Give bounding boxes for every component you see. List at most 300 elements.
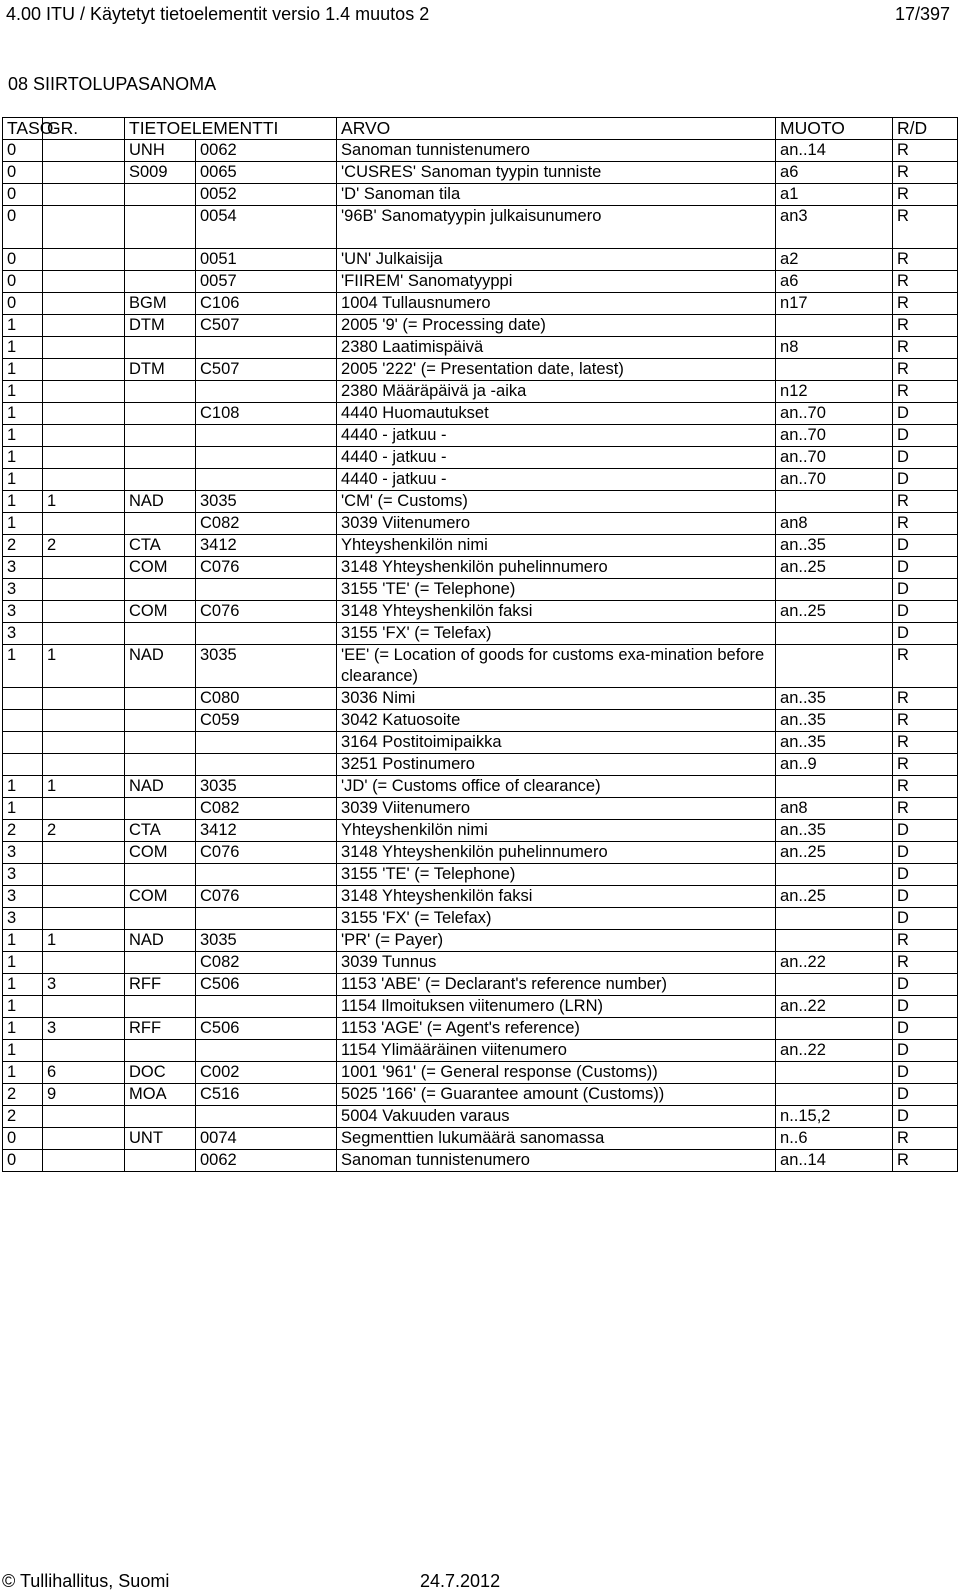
cell-gr — [43, 162, 125, 184]
cell-rd: D — [893, 1040, 958, 1062]
table-row — [3, 184, 958, 206]
col-header-arvo: ARVO — [337, 118, 776, 140]
cell-segment: UNT — [125, 1128, 196, 1150]
cell-gr — [43, 140, 125, 162]
cell-element: 1154 Ilmoituksen viitenumero (LRN) — [337, 996, 776, 1018]
table-row — [3, 974, 958, 996]
page-header — [6, 4, 950, 32]
cell-element: '96B' Sanomatyypin julkaisunumero — [337, 206, 776, 249]
cell-element: 3148 Yhteyshenkilön faksi — [337, 601, 776, 623]
cell-muoto: an..14 — [776, 1150, 893, 1172]
cell-muoto — [776, 645, 893, 688]
cell-rd: R — [893, 754, 958, 776]
cell-composite: C082 — [196, 513, 337, 535]
cell-segment: DTM — [125, 315, 196, 337]
cell-gr — [43, 337, 125, 359]
cell-element: 5004 Vakuuden varaus — [337, 1106, 776, 1128]
cell-muoto: n8 — [776, 337, 893, 359]
cell-composite: C506 — [196, 1018, 337, 1040]
cell-composite: 3412 — [196, 535, 337, 557]
cell-composite — [196, 381, 337, 403]
cell-taso: 0 — [3, 140, 43, 162]
cell-rd: R — [893, 513, 958, 535]
table-row — [3, 886, 958, 908]
table-row — [3, 601, 958, 623]
cell-taso: 1 — [3, 469, 43, 491]
cell-taso: 3 — [3, 886, 43, 908]
cell-segment — [125, 952, 196, 974]
cell-rd: D — [893, 996, 958, 1018]
cell-rd: R — [893, 315, 958, 337]
cell-muoto: an..35 — [776, 732, 893, 754]
cell-rd: D — [893, 820, 958, 842]
table-row — [3, 952, 958, 974]
cell-rd: R — [893, 798, 958, 820]
cell-composite: C108 — [196, 403, 337, 425]
cell-gr — [43, 381, 125, 403]
table-row — [3, 1062, 958, 1084]
cell-gr — [43, 359, 125, 381]
cell-muoto: an..35 — [776, 688, 893, 710]
cell-segment — [125, 908, 196, 930]
cell-gr: 1 — [43, 930, 125, 952]
cell-gr — [43, 710, 125, 732]
cell-composite: C059 — [196, 710, 337, 732]
cell-muoto: an..25 — [776, 886, 893, 908]
cell-muoto: n..6 — [776, 1128, 893, 1150]
table-row — [3, 469, 958, 491]
cell-gr: 9 — [43, 1084, 125, 1106]
cell-segment — [125, 996, 196, 1018]
cell-element: 3155 'TE' (= Telephone) — [337, 864, 776, 886]
cell-gr — [43, 952, 125, 974]
table-header-row — [3, 118, 958, 140]
cell-composite: 0057 — [196, 271, 337, 293]
cell-muoto: an..70 — [776, 469, 893, 491]
table-row — [3, 710, 958, 732]
col-header-muoto: MUOTO — [776, 118, 893, 140]
table-row — [3, 1128, 958, 1150]
cell-gr — [43, 249, 125, 271]
cell-gr — [43, 601, 125, 623]
cell-muoto: an..22 — [776, 996, 893, 1018]
cell-muoto: an..70 — [776, 425, 893, 447]
cell-rd: R — [893, 1128, 958, 1150]
table-row — [3, 688, 958, 710]
cell-muoto: an..70 — [776, 447, 893, 469]
table-row — [3, 425, 958, 447]
cell-rd: D — [893, 1106, 958, 1128]
cell-taso: 1 — [3, 776, 43, 798]
cell-muoto: an..14 — [776, 140, 893, 162]
cell-composite: C082 — [196, 952, 337, 974]
cell-segment — [125, 206, 196, 249]
cell-muoto — [776, 359, 893, 381]
cell-composite: 0062 — [196, 140, 337, 162]
cell-rd: R — [893, 491, 958, 513]
table-row — [3, 162, 958, 184]
cell-gr — [43, 513, 125, 535]
cell-element: 3039 Viitenumero — [337, 798, 776, 820]
cell-taso — [3, 732, 43, 754]
table-row — [3, 1150, 958, 1172]
table-row — [3, 776, 958, 798]
cell-composite: C080 — [196, 688, 337, 710]
cell-element: 'UN' Julkaisija — [337, 249, 776, 271]
cell-gr: 1 — [43, 491, 125, 513]
cell-rd: R — [893, 732, 958, 754]
col-header-tietoelementti: TIETOELEMENTTI — [125, 118, 337, 140]
cell-taso: 1 — [3, 381, 43, 403]
cell-muoto: an..22 — [776, 1040, 893, 1062]
cell-rd: R — [893, 776, 958, 798]
data-element-table — [2, 117, 958, 1172]
cell-rd: R — [893, 162, 958, 184]
table-row — [3, 1106, 958, 1128]
cell-composite — [196, 864, 337, 886]
cell-taso: 0 — [3, 1150, 43, 1172]
table-row — [3, 864, 958, 886]
cell-segment — [125, 688, 196, 710]
cell-taso: 3 — [3, 601, 43, 623]
col-header-rd: R/D — [893, 118, 958, 140]
table-row — [3, 337, 958, 359]
cell-element: 3148 Yhteyshenkilön faksi — [337, 886, 776, 908]
cell-composite: 0054 — [196, 206, 337, 249]
cell-segment: RFF — [125, 1018, 196, 1040]
document-title: 4.00 ITU / Käytetyt tietoelementit versio 1.4 muutos 2 — [6, 4, 430, 24]
cell-muoto: n12 — [776, 381, 893, 403]
table-row — [3, 820, 958, 842]
cell-segment — [125, 732, 196, 754]
cell-composite — [196, 732, 337, 754]
cell-rd: D — [893, 447, 958, 469]
cell-composite: C507 — [196, 359, 337, 381]
cell-taso: 0 — [3, 162, 43, 184]
cell-gr — [43, 798, 125, 820]
cell-gr — [43, 754, 125, 776]
cell-muoto: an8 — [776, 798, 893, 820]
table-row — [3, 842, 958, 864]
cell-taso: 1 — [3, 645, 43, 688]
cell-segment: DOC — [125, 1062, 196, 1084]
cell-muoto: an3 — [776, 206, 893, 249]
table-row — [3, 359, 958, 381]
cell-segment — [125, 798, 196, 820]
table-row — [3, 557, 958, 579]
table-row — [3, 491, 958, 513]
cell-gr — [43, 908, 125, 930]
footer-date: 24.7.2012 — [420, 1571, 501, 1591]
cell-gr — [43, 688, 125, 710]
cell-segment — [125, 184, 196, 206]
cell-muoto: an..35 — [776, 820, 893, 842]
cell-gr — [43, 1150, 125, 1172]
cell-rd: R — [893, 381, 958, 403]
cell-segment: RFF — [125, 974, 196, 996]
cell-element: 4440 - jatkuu - — [337, 469, 776, 491]
cell-rd: R — [893, 930, 958, 952]
cell-taso: 1 — [3, 952, 43, 974]
table-row — [3, 513, 958, 535]
cell-muoto — [776, 623, 893, 645]
table-row — [3, 381, 958, 403]
cell-element: 'JD' (= Customs office of clearance) — [337, 776, 776, 798]
cell-element: 4440 - jatkuu - — [337, 447, 776, 469]
cell-segment: MOA — [125, 1084, 196, 1106]
cell-segment — [125, 425, 196, 447]
table-row — [3, 732, 958, 754]
cell-composite: 3035 — [196, 776, 337, 798]
cell-gr — [43, 206, 125, 249]
cell-element: 3039 Viitenumero — [337, 513, 776, 535]
cell-taso: 0 — [3, 184, 43, 206]
cell-muoto: an..25 — [776, 557, 893, 579]
cell-composite — [196, 754, 337, 776]
cell-muoto — [776, 491, 893, 513]
cell-element: 3148 Yhteyshenkilön puhelinnumero — [337, 557, 776, 579]
cell-muoto: an..35 — [776, 710, 893, 732]
cell-gr — [43, 996, 125, 1018]
cell-element: 1153 'ABE' (= Declarant's reference number) — [337, 974, 776, 996]
cell-segment — [125, 513, 196, 535]
cell-gr — [43, 1106, 125, 1128]
cell-rd: R — [893, 1150, 958, 1172]
cell-rd: R — [893, 271, 958, 293]
cell-taso: 1 — [3, 798, 43, 820]
table-row — [3, 996, 958, 1018]
section-title: 08 SIIRTOLUPASANOMA — [8, 74, 217, 94]
table-row — [3, 623, 958, 645]
cell-element: 3155 'TE' (= Telephone) — [337, 579, 776, 601]
cell-composite: C076 — [196, 886, 337, 908]
cell-rd: R — [893, 710, 958, 732]
cell-composite: 0074 — [196, 1128, 337, 1150]
cell-rd: D — [893, 403, 958, 425]
cell-rd: D — [893, 469, 958, 491]
table-row — [3, 315, 958, 337]
cell-taso — [3, 688, 43, 710]
cell-rd: R — [893, 184, 958, 206]
cell-muoto: an..25 — [776, 601, 893, 623]
cell-rd: D — [893, 1062, 958, 1084]
cell-gr — [43, 1040, 125, 1062]
cell-segment — [125, 271, 196, 293]
copyright: © Tullihallitus, Suomi — [2, 1571, 170, 1591]
table-body — [3, 140, 958, 1172]
cell-muoto — [776, 1084, 893, 1106]
cell-segment — [125, 754, 196, 776]
cell-segment: NAD — [125, 645, 196, 688]
table-row — [3, 645, 958, 688]
cell-element: 'EE' (= Location of goods for customs exa-mination before clearance) — [337, 645, 776, 688]
cell-element: 1001 '961' (= General response (Customs)) — [337, 1062, 776, 1084]
cell-segment: COM — [125, 557, 196, 579]
cell-composite — [196, 1106, 337, 1128]
cell-composite: 0062 — [196, 1150, 337, 1172]
cell-rd: D — [893, 557, 958, 579]
cell-gr — [43, 842, 125, 864]
cell-taso: 1 — [3, 315, 43, 337]
cell-rd: D — [893, 842, 958, 864]
table-row — [3, 1084, 958, 1106]
cell-element: Segmenttien lukumäärä sanomassa — [337, 1128, 776, 1150]
cell-rd: D — [893, 886, 958, 908]
cell-segment: S009 — [125, 162, 196, 184]
cell-segment — [125, 579, 196, 601]
cell-rd: D — [893, 579, 958, 601]
cell-gr — [43, 184, 125, 206]
cell-element: Yhteyshenkilön nimi — [337, 820, 776, 842]
cell-segment — [125, 249, 196, 271]
cell-muoto — [776, 864, 893, 886]
cell-element: 2380 Laatimispäivä — [337, 337, 776, 359]
cell-taso — [3, 710, 43, 732]
cell-segment: COM — [125, 842, 196, 864]
cell-muoto — [776, 776, 893, 798]
cell-gr — [43, 271, 125, 293]
cell-taso: 0 — [3, 1128, 43, 1150]
cell-gr: 3 — [43, 974, 125, 996]
cell-gr — [43, 425, 125, 447]
cell-gr — [43, 293, 125, 315]
cell-element: 'CUSRES' Sanoman tyypin tunniste — [337, 162, 776, 184]
cell-taso: 3 — [3, 842, 43, 864]
cell-taso: 1 — [3, 996, 43, 1018]
cell-muoto: an..9 — [776, 754, 893, 776]
cell-rd: R — [893, 359, 958, 381]
cell-segment — [125, 381, 196, 403]
cell-segment: COM — [125, 886, 196, 908]
cell-element: 2380 Määräpäivä ja -aika — [337, 381, 776, 403]
cell-element: Yhteyshenkilön nimi — [337, 535, 776, 557]
table-row — [3, 293, 958, 315]
cell-composite: C002 — [196, 1062, 337, 1084]
cell-muoto — [776, 908, 893, 930]
cell-gr: 3 — [43, 1018, 125, 1040]
cell-taso: 1 — [3, 403, 43, 425]
cell-muoto — [776, 579, 893, 601]
cell-taso: 1 — [3, 974, 43, 996]
cell-muoto: n..15,2 — [776, 1106, 893, 1128]
cell-rd: R — [893, 206, 958, 249]
cell-composite: 0051 — [196, 249, 337, 271]
cell-gr: 6 — [43, 1062, 125, 1084]
cell-element: 'PR' (= Payer) — [337, 930, 776, 952]
cell-taso: 1 — [3, 447, 43, 469]
cell-taso: 1 — [3, 930, 43, 952]
cell-segment: COM — [125, 601, 196, 623]
cell-composite: 3412 — [196, 820, 337, 842]
table-row — [3, 908, 958, 930]
cell-element: 3036 Nimi — [337, 688, 776, 710]
cell-gr: 2 — [43, 820, 125, 842]
cell-segment — [125, 469, 196, 491]
cell-gr — [43, 864, 125, 886]
cell-composite: 3035 — [196, 645, 337, 688]
cell-muoto: an..22 — [776, 952, 893, 974]
cell-composite — [196, 579, 337, 601]
table-row — [3, 447, 958, 469]
cell-rd: D — [893, 535, 958, 557]
cell-taso: 1 — [3, 1062, 43, 1084]
cell-segment — [125, 337, 196, 359]
cell-segment — [125, 864, 196, 886]
cell-taso: 0 — [3, 249, 43, 271]
cell-element: 3148 Yhteyshenkilön puhelinnumero — [337, 842, 776, 864]
table-row — [3, 271, 958, 293]
cell-muoto — [776, 1018, 893, 1040]
cell-element: 1154 Ylimääräinen viitenumero — [337, 1040, 776, 1062]
cell-taso: 3 — [3, 908, 43, 930]
cell-element: 'FIIREM' Sanomatyyppi — [337, 271, 776, 293]
cell-taso: 2 — [3, 1106, 43, 1128]
table-row — [3, 579, 958, 601]
table-row — [3, 1040, 958, 1062]
cell-segment: BGM — [125, 293, 196, 315]
cell-taso: 1 — [3, 1040, 43, 1062]
cell-composite: C076 — [196, 601, 337, 623]
cell-gr — [43, 469, 125, 491]
cell-taso: 0 — [3, 271, 43, 293]
cell-element: 1004 Tullausnumero — [337, 293, 776, 315]
cell-segment: DTM — [125, 359, 196, 381]
cell-taso: 1 — [3, 1018, 43, 1040]
cell-composite: 0065 — [196, 162, 337, 184]
cell-gr — [43, 623, 125, 645]
cell-composite: C506 — [196, 974, 337, 996]
cell-rd: R — [893, 645, 958, 688]
cell-segment — [125, 403, 196, 425]
cell-taso: 3 — [3, 864, 43, 886]
cell-composite: 3035 — [196, 491, 337, 513]
cell-composite — [196, 908, 337, 930]
cell-muoto — [776, 315, 893, 337]
cell-segment — [125, 447, 196, 469]
cell-composite: C076 — [196, 557, 337, 579]
cell-muoto: an8 — [776, 513, 893, 535]
cell-segment: NAD — [125, 776, 196, 798]
cell-element: 3251 Postinumero — [337, 754, 776, 776]
cell-composite: C082 — [196, 798, 337, 820]
table-row — [3, 798, 958, 820]
cell-composite: C106 — [196, 293, 337, 315]
cell-element: 3155 'FX' (= Telefax) — [337, 908, 776, 930]
cell-element: 3155 'FX' (= Telefax) — [337, 623, 776, 645]
cell-segment — [125, 710, 196, 732]
cell-rd: D — [893, 864, 958, 886]
cell-muoto: an..70 — [776, 403, 893, 425]
cell-taso: 1 — [3, 513, 43, 535]
cell-muoto: an..25 — [776, 842, 893, 864]
table-row — [3, 930, 958, 952]
table-row — [3, 403, 958, 425]
cell-gr — [43, 403, 125, 425]
cell-gr: 2 — [43, 535, 125, 557]
cell-gr — [43, 557, 125, 579]
table-row — [3, 249, 958, 271]
cell-gr — [43, 886, 125, 908]
cell-element: 5025 '166' (= Guarantee amount (Customs)) — [337, 1084, 776, 1106]
col-header-gr: GR. — [43, 118, 125, 140]
cell-rd: D — [893, 601, 958, 623]
cell-gr: 1 — [43, 645, 125, 688]
page-number: 17/397 — [894, 4, 950, 24]
cell-rd: D — [893, 425, 958, 447]
table-row — [3, 1018, 958, 1040]
cell-element: 4440 - jatkuu - — [337, 425, 776, 447]
cell-taso: 1 — [3, 359, 43, 381]
